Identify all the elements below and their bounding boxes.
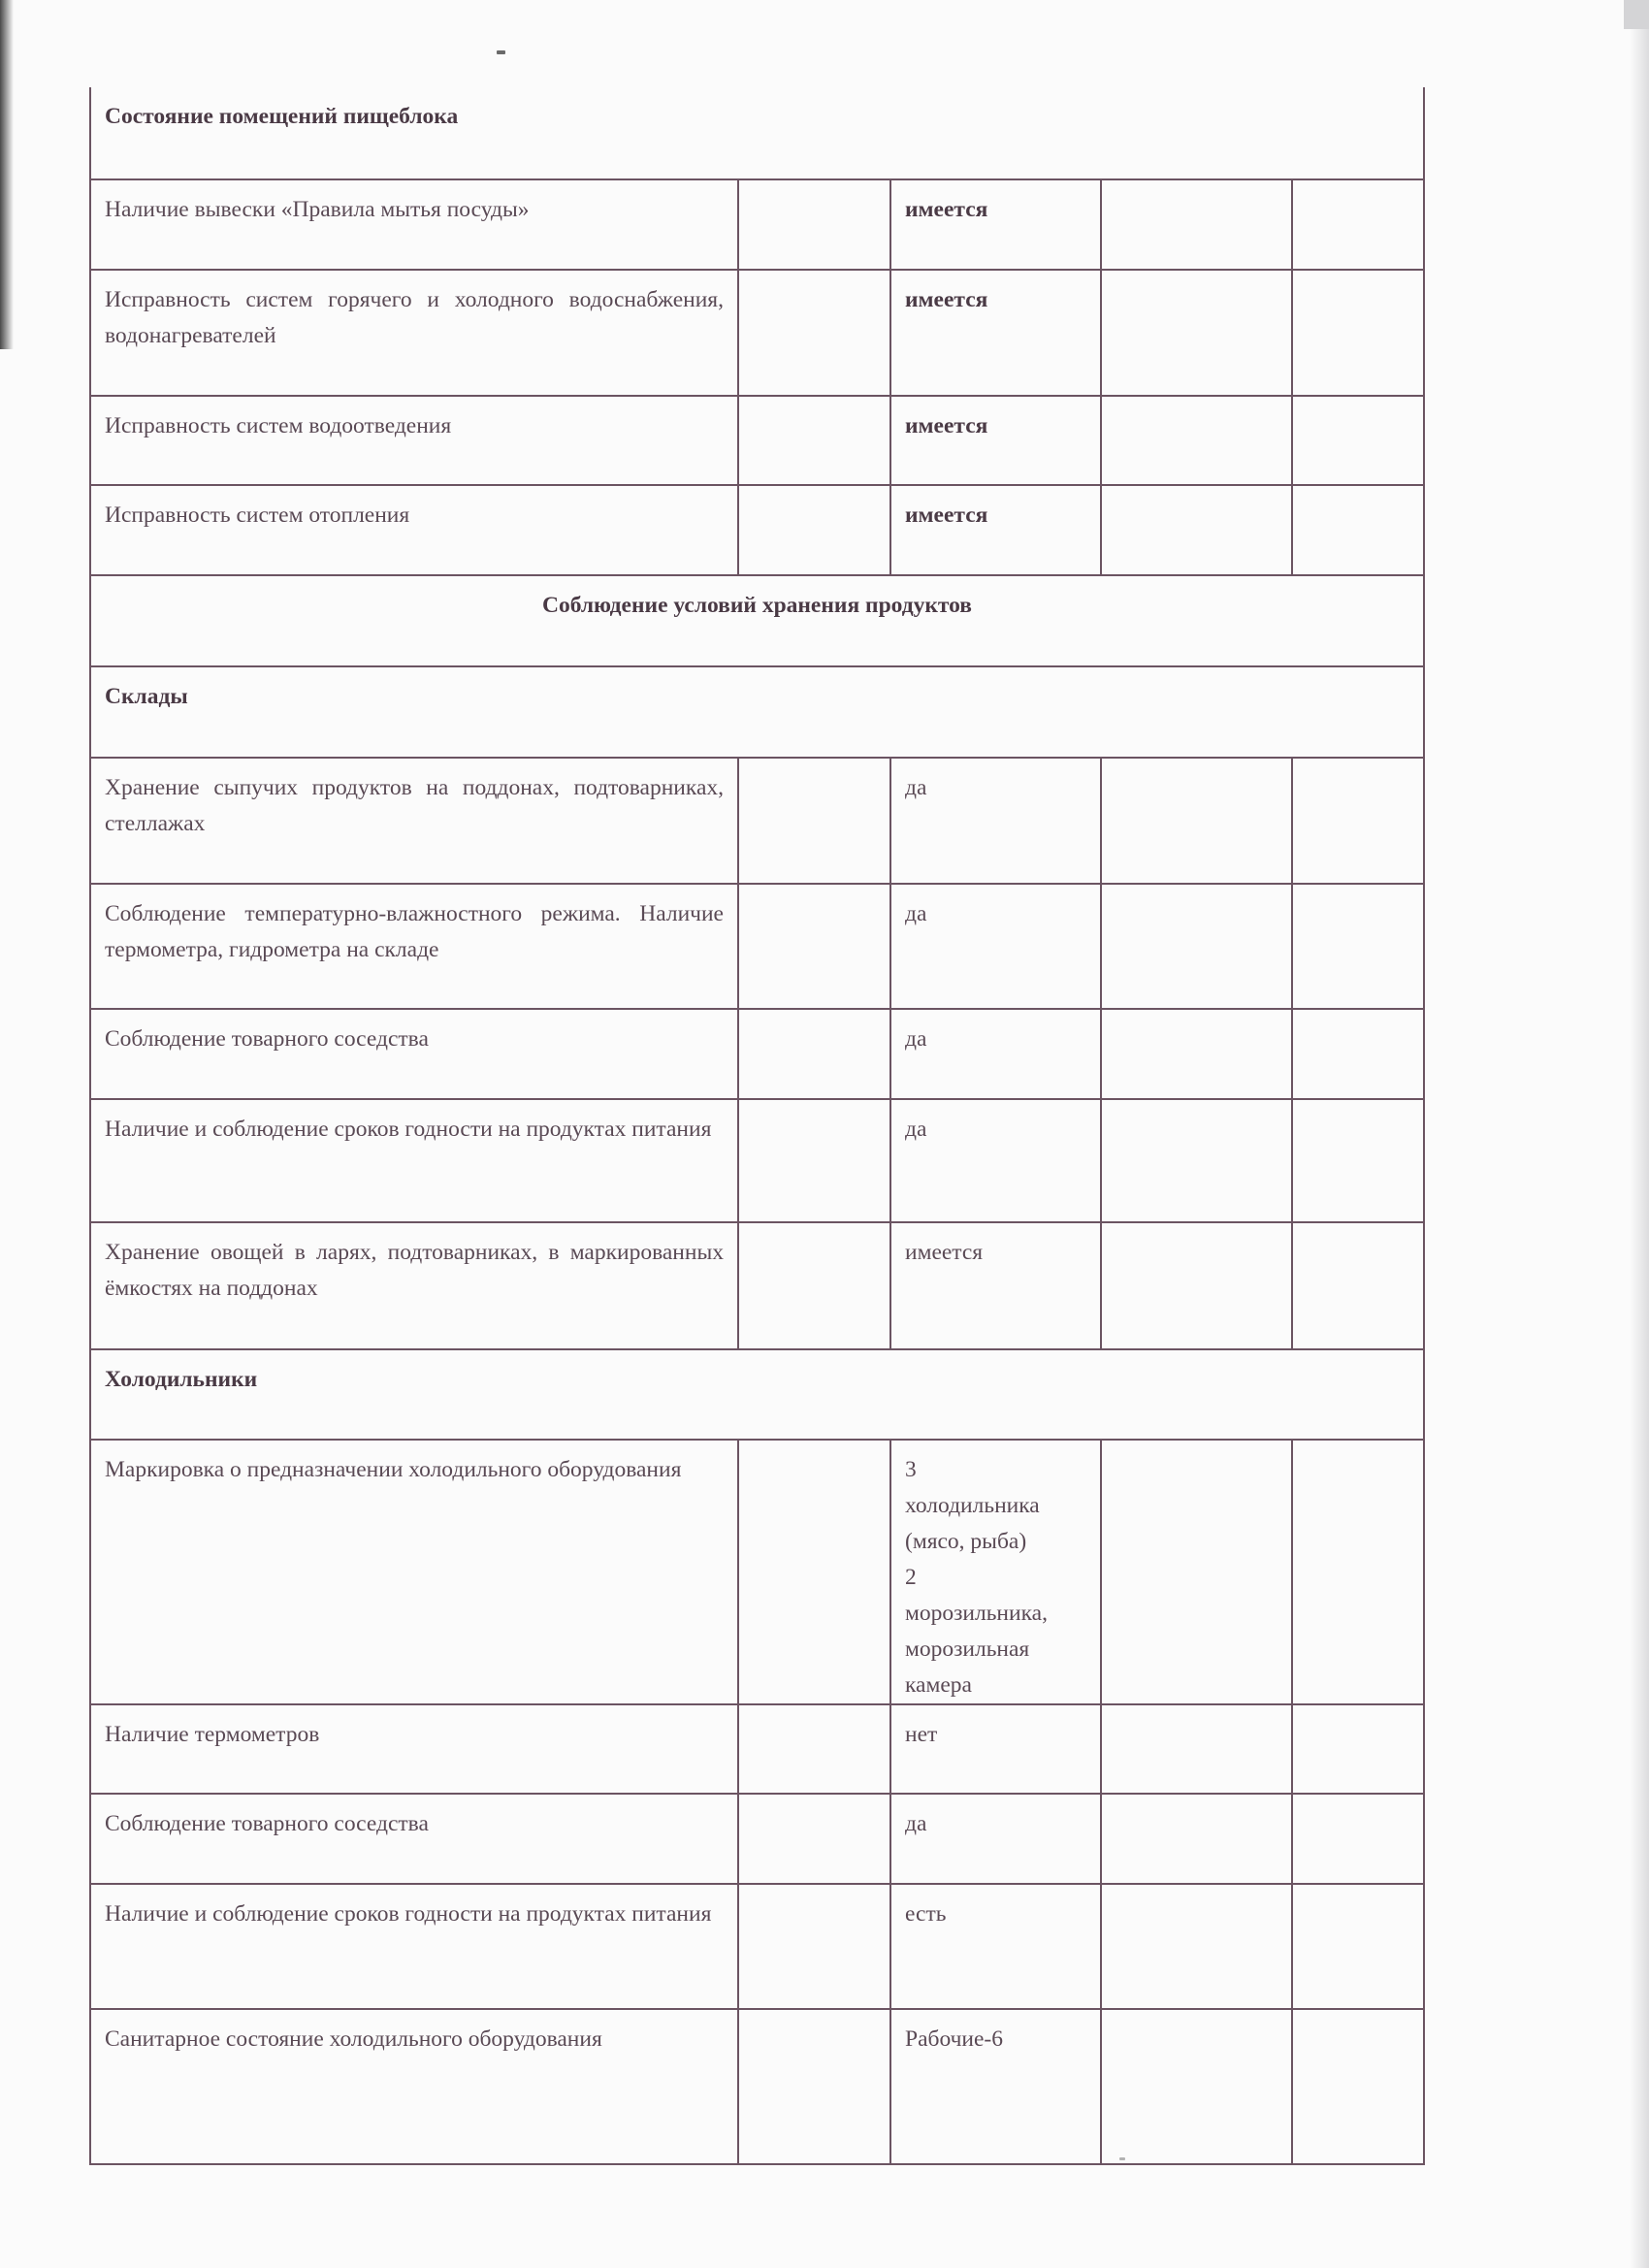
criterion-value: да — [890, 884, 1101, 1009]
criterion-value-text: 3 холодильника (мясо, рыба) 2 морозильника, морозильная камера — [905, 1457, 1048, 1698]
empty-cell — [1101, 1704, 1292, 1794]
empty-cell — [1101, 1222, 1292, 1349]
table-row — [90, 1349, 1424, 1440]
scan-corner — [1624, 0, 1649, 29]
empty-cell — [1101, 758, 1292, 884]
criterion-value: имеется — [890, 396, 1101, 485]
empty-cell — [1292, 396, 1424, 485]
criterion-label: Исправность систем водоотведения — [90, 396, 738, 485]
criterion-value: имеется — [890, 485, 1101, 575]
empty-cell — [738, 396, 890, 485]
empty-cell — [738, 1794, 890, 1884]
empty-cell — [1101, 270, 1292, 396]
criterion-value: есть — [890, 1884, 1101, 2009]
empty-cell — [738, 758, 890, 884]
empty-cell — [1101, 884, 1292, 1009]
empty-cell — [1292, 1704, 1424, 1794]
empty-cell — [1101, 179, 1292, 270]
criterion-label: Исправность систем отопления — [90, 485, 738, 575]
criterion-label: Санитарное состояние холодильного оборудования — [90, 2009, 738, 2164]
table-row — [90, 1009, 1424, 1099]
empty-cell — [1292, 179, 1424, 270]
criterion-label: Соблюдение температурно-влажностного режима. Наличие термометра, гидрометра на складе — [90, 884, 738, 1009]
empty-cell — [1101, 1884, 1292, 2009]
criterion-value: имеется — [890, 1222, 1101, 1349]
section-heading: Склады — [90, 666, 1424, 758]
criterion-value: имеется — [890, 179, 1101, 270]
section-heading: Состояние помещений пищеблока — [90, 87, 1424, 179]
empty-cell — [1292, 2009, 1424, 2164]
criterion-value — [890, 1440, 1101, 1704]
empty-cell — [738, 1009, 890, 1099]
criterion-value: нет — [890, 1704, 1101, 1794]
table-row — [90, 396, 1424, 485]
table-row — [90, 485, 1424, 575]
empty-cell — [738, 2009, 890, 2164]
criterion-label: Наличие и соблюдение сроков годности на продуктах питания — [90, 1099, 738, 1222]
criterion-label: Маркировка о предназначении холодильного оборудования — [90, 1440, 738, 1704]
empty-cell — [738, 485, 890, 575]
criterion-label: Соблюдение товарного соседства — [90, 1794, 738, 1884]
empty-cell — [738, 1884, 890, 2009]
empty-cell — [1292, 1099, 1424, 1222]
empty-cell — [1292, 270, 1424, 396]
scan-speck — [497, 50, 505, 54]
table-row — [90, 179, 1424, 270]
empty-cell — [1292, 758, 1424, 884]
criterion-label: Исправность систем горячего и холодного водоснабжения, водонагревателей — [90, 270, 738, 396]
inspection-table — [89, 87, 1425, 2165]
table-row — [90, 1704, 1424, 1794]
empty-cell — [1292, 1009, 1424, 1099]
empty-cell — [1292, 1884, 1424, 2009]
table-row — [90, 1440, 1424, 1704]
criterion-label: Наличие вывески «Правила мытья посуды» — [90, 179, 738, 270]
criterion-value: Рабочие-6 — [890, 2009, 1101, 2164]
empty-cell — [1101, 1009, 1292, 1099]
table-row — [90, 1099, 1424, 1222]
criterion-label: Наличие термометров — [90, 1704, 738, 1794]
table-row — [90, 270, 1424, 396]
empty-cell — [1292, 485, 1424, 575]
criterion-value: да — [890, 1794, 1101, 1884]
empty-cell — [1292, 884, 1424, 1009]
table-row — [90, 575, 1424, 666]
empty-cell — [1292, 1440, 1424, 1704]
empty-cell — [738, 270, 890, 396]
section-heading: Холодильники — [90, 1349, 1424, 1440]
table-row — [90, 666, 1424, 758]
empty-cell — [1292, 1222, 1424, 1349]
empty-cell — [1292, 1794, 1424, 1884]
criterion-value: да — [890, 758, 1101, 884]
table-row — [90, 2009, 1424, 2164]
criterion-value: да — [890, 1009, 1101, 1099]
table-row — [90, 87, 1424, 179]
empty-cell — [738, 884, 890, 1009]
empty-cell — [1101, 1440, 1292, 1704]
criterion-value: да — [890, 1099, 1101, 1222]
scan-edge-left — [0, 0, 14, 349]
table-row — [90, 1222, 1424, 1349]
empty-cell — [1101, 1794, 1292, 1884]
empty-cell — [738, 1099, 890, 1222]
empty-cell — [1101, 1099, 1292, 1222]
empty-cell — [1101, 2009, 1292, 2164]
table-row — [90, 1794, 1424, 1884]
empty-cell — [738, 1440, 890, 1704]
empty-cell — [738, 1704, 890, 1794]
criterion-label: Соблюдение товарного соседства — [90, 1009, 738, 1099]
table-row — [90, 758, 1424, 884]
criterion-label: Хранение сыпучих продуктов на поддонах, подтоварниках, стеллажах — [90, 758, 738, 884]
scan-edge-right — [1630, 0, 1649, 2268]
criterion-label: Хранение овощей в ларях, подтоварниках, в маркированных ёмкостях на поддонах — [90, 1222, 738, 1349]
empty-cell — [738, 1222, 890, 1349]
empty-cell — [1101, 396, 1292, 485]
section-heading: Соблюдение условий хранения продуктов — [90, 575, 1424, 666]
criterion-value: имеется — [890, 270, 1101, 396]
table-row — [90, 884, 1424, 1009]
criterion-label: Наличие и соблюдение сроков годности на продуктах питания — [90, 1884, 738, 2009]
table-row — [90, 1884, 1424, 2009]
empty-cell — [1101, 485, 1292, 575]
empty-cell — [738, 179, 890, 270]
